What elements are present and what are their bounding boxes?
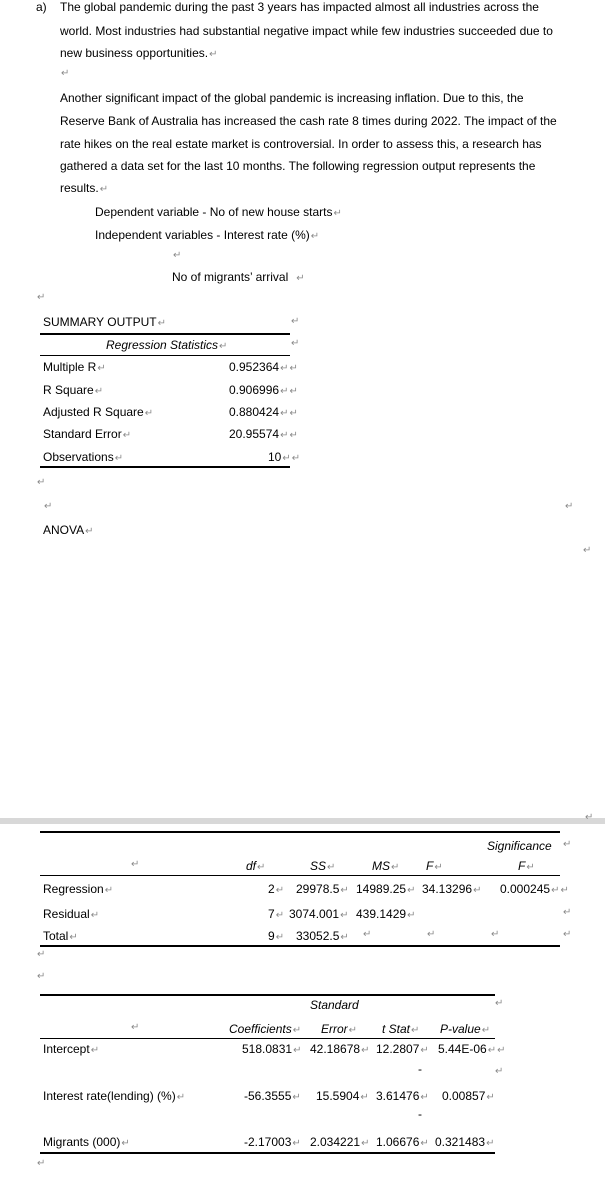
return-mark: ↵	[90, 910, 100, 921]
return-mark: ↵	[348, 1025, 358, 1036]
return-mark: ↵	[144, 408, 154, 419]
return-mark: ↵	[340, 932, 349, 943]
return-mark: ↵	[327, 862, 336, 873]
return-mark: ↵	[487, 1045, 497, 1056]
table-rule	[40, 355, 290, 356]
return-mark: ↵	[257, 862, 266, 873]
df-header: df↵	[246, 859, 266, 873]
table-rule	[40, 1152, 495, 1154]
anova-ss: 3074.001↵	[289, 907, 349, 921]
return-mark: ↵	[526, 862, 535, 873]
coef-value: -2.17003↵	[244, 1135, 301, 1149]
return-mark: ↵	[333, 208, 342, 219]
return-mark: ↵	[99, 184, 109, 195]
return-mark: ↵	[420, 1138, 429, 1149]
return-mark: ↵	[37, 292, 46, 303]
return-mark: ↵	[411, 1025, 420, 1036]
stat-label: Adjusted R Square↵	[43, 405, 154, 419]
independent-variables: Independent variables - Interest rate (%)↵	[95, 228, 320, 242]
return-mark: ↵	[407, 885, 416, 896]
return-mark: ↵	[173, 250, 182, 261]
return-mark: ↵	[291, 338, 300, 349]
coef-p-value: 0.00857↵	[442, 1089, 495, 1103]
return-mark: ↵	[491, 929, 500, 940]
migrants-variable: No of migrants’ arrival ↵	[172, 270, 305, 284]
return-mark: ↵	[289, 363, 298, 374]
table-rule	[40, 945, 560, 947]
significance-header: Significance	[487, 839, 552, 853]
return-mark: ↵	[296, 273, 305, 284]
return-mark: ↵	[473, 885, 482, 896]
table-rule	[40, 1038, 495, 1039]
return-mark: ↵	[275, 910, 285, 921]
return-mark: ↵	[289, 386, 298, 397]
return-mark: ↵	[361, 1138, 370, 1149]
return-mark: ↵	[563, 907, 572, 918]
return-mark: ↵	[282, 453, 291, 464]
anova-df: 7↵	[268, 907, 285, 921]
para2-line3: rate hikes on the real estate market is controversial. In order to assess this, a research has	[60, 137, 542, 151]
return-mark: ↵	[121, 1138, 130, 1149]
return-mark: ↵	[280, 430, 289, 441]
return-mark: ↵	[360, 1092, 369, 1103]
return-mark: ↵	[340, 910, 349, 921]
return-mark: ↵	[275, 932, 285, 943]
minus-sign: -	[418, 1107, 422, 1121]
return-mark: ↵	[37, 949, 46, 960]
return-mark: ↵	[104, 885, 114, 896]
return-mark: ↵	[310, 231, 320, 242]
return-mark: ↵	[563, 929, 572, 940]
return-mark: ↵	[37, 477, 46, 488]
coef-std-error: 15.5904↵	[316, 1089, 369, 1103]
anova-sig-f: 0.000245↵↵	[500, 882, 569, 896]
table-rule	[40, 466, 290, 468]
regression-statistics-title: Regression Statistics↵	[106, 338, 228, 352]
stat-value: 20.95574↵↵	[229, 427, 298, 441]
page-break	[0, 818, 605, 824]
return-mark: ↵	[481, 1025, 491, 1036]
stat-value: 0.952364↵↵	[229, 360, 298, 374]
return-mark: ↵	[37, 1158, 46, 1169]
return-mark: ↵	[495, 1066, 504, 1077]
standard-header: Standard	[310, 998, 359, 1012]
return-mark: ↵	[292, 1138, 301, 1149]
return-mark: ↵	[85, 526, 94, 537]
coef-value: 518.0831↵	[242, 1042, 302, 1056]
anova-f: 34.13296↵	[422, 882, 482, 896]
return-mark: ↵	[176, 1092, 186, 1103]
coef-t-stat: 1.06676↵	[376, 1135, 429, 1149]
return-mark: ↵	[97, 363, 106, 374]
return-mark: ↵	[420, 1092, 429, 1103]
return-mark: ↵	[361, 1045, 370, 1056]
return-mark: ↵	[275, 885, 285, 896]
minus-sign: -	[418, 1062, 422, 1076]
stat-label: Multiple R↵	[43, 360, 106, 374]
coef-p-value: 0.321483↵	[435, 1135, 495, 1149]
stat-label: R Square↵	[43, 383, 104, 397]
anova-row-label: Regression↵	[43, 882, 114, 896]
return-mark: ↵	[291, 316, 300, 327]
return-mark: ↵	[293, 1045, 302, 1056]
return-mark: ↵	[434, 862, 443, 873]
table-rule	[40, 333, 290, 335]
anova-ms: 14989.25↵	[356, 882, 416, 896]
coef-std-error: 2.034221↵	[310, 1135, 370, 1149]
return-mark: ↵	[114, 453, 124, 464]
anova-df: 9↵	[268, 929, 285, 943]
para2-line1: Another significant impact of the global pandemic is increasing inflation. Due to this, the	[60, 91, 524, 105]
return-mark: ↵	[585, 812, 594, 823]
return-mark: ↵	[37, 971, 46, 982]
coef-t-stat: 12.2807↵	[376, 1042, 429, 1056]
stat-label: Standard Error↵	[43, 427, 132, 441]
stat-value: 0.880424↵↵	[229, 405, 298, 419]
stat-value: 0.906996↵↵	[229, 383, 298, 397]
anova-ms: 439.1429↵	[356, 907, 416, 921]
return-mark: ↵	[551, 885, 560, 896]
para1-line2: world. Most industries had substantial negative impact while few industries succeeded due to	[60, 24, 553, 38]
return-mark: ↵	[420, 1045, 429, 1056]
p-value-header: P-value↵	[440, 1022, 491, 1036]
table-rule	[40, 831, 560, 833]
return-mark: ↵	[363, 929, 372, 940]
return-mark: ↵	[565, 501, 574, 512]
return-mark: ↵	[292, 1092, 301, 1103]
summary-title: SUMMARY OUTPUT↵	[43, 315, 166, 329]
anova-row-label: Total↵	[43, 929, 78, 943]
return-mark: ↵	[391, 862, 400, 873]
return-mark: ↵	[560, 885, 569, 896]
return-mark: ↵	[94, 386, 104, 397]
return-mark: ↵	[90, 1045, 100, 1056]
return-mark: ↵	[289, 430, 298, 441]
table-rule	[40, 875, 560, 876]
anova-title: ANOVA↵	[43, 523, 94, 537]
sig-f-header: F↵	[518, 859, 535, 873]
t-stat-header: t Stat↵	[382, 1022, 420, 1036]
return-mark: ↵	[122, 430, 132, 441]
stat-value: 10↵↵	[268, 450, 301, 464]
return-mark: ↵	[61, 68, 70, 79]
return-mark: ↵	[495, 998, 504, 1009]
para1-line1: The global pandemic during the past 3 years has impacted almost all industries across the	[60, 0, 539, 14]
return-mark: ↵	[291, 453, 301, 464]
f-header: F↵	[426, 859, 443, 873]
ms-header: MS↵	[372, 859, 400, 873]
error-header: Error↵	[321, 1022, 358, 1036]
coef-value: -56.3555↵	[244, 1089, 301, 1103]
return-mark: ↵	[280, 386, 289, 397]
anova-row-label: Residual↵	[43, 907, 100, 921]
return-mark: ↵	[497, 1045, 506, 1056]
coef-row-label: Interest rate(lending) (%)↵	[43, 1089, 186, 1103]
return-mark: ↵	[157, 318, 166, 329]
dependent-variable: Dependent variable - No of new house starts↵	[95, 205, 342, 219]
return-mark: ↵	[407, 910, 416, 921]
return-mark: ↵	[219, 341, 228, 352]
return-mark: ↵	[44, 501, 53, 512]
para2-line5: results.↵	[60, 181, 109, 195]
anova-ss: 29978.5↵	[296, 882, 349, 896]
return-mark: ↵	[486, 1092, 495, 1103]
question-label: a)	[36, 0, 47, 14]
stat-label: Observations↵	[43, 450, 124, 464]
anova-df: 2↵	[268, 882, 285, 896]
para2-line4: gathered a data set for the last 10 months. The following regression output represents the	[60, 159, 536, 173]
return-mark: ↵	[131, 859, 140, 870]
coef-std-error: 42.18678↵	[310, 1042, 370, 1056]
coef-t-stat: 3.61476↵	[376, 1089, 429, 1103]
coef-row-label: Migrants (000)↵	[43, 1135, 130, 1149]
para2-line2: Reserve Bank of Australia has increased the cash rate 8 times during 2022. The impact of the	[60, 114, 557, 128]
return-mark: ↵	[69, 932, 78, 943]
coef-p-value: 5.44E-06↵↵	[438, 1042, 506, 1056]
return-mark: ↵	[280, 408, 289, 419]
return-mark: ↵	[563, 839, 572, 850]
return-mark: ↵	[292, 1025, 302, 1036]
return-mark: ↵	[289, 408, 298, 419]
return-mark: ↵	[209, 49, 218, 60]
coef-row-label: Intercept↵	[43, 1042, 100, 1056]
ss-header: SS↵	[310, 859, 336, 873]
return-mark: ↵	[427, 929, 436, 940]
anova-ss: 33052.5↵	[296, 929, 349, 943]
return-mark: ↵	[583, 545, 592, 556]
table-rule	[40, 994, 495, 996]
return-mark: ↵	[131, 1022, 140, 1033]
return-mark: ↵	[280, 363, 289, 374]
return-mark: ↵	[340, 885, 349, 896]
para1-line3: new business opportunities.↵	[60, 46, 218, 60]
return-mark: ↵	[486, 1138, 495, 1149]
coefficients-header: Coefficients↵	[229, 1022, 302, 1036]
